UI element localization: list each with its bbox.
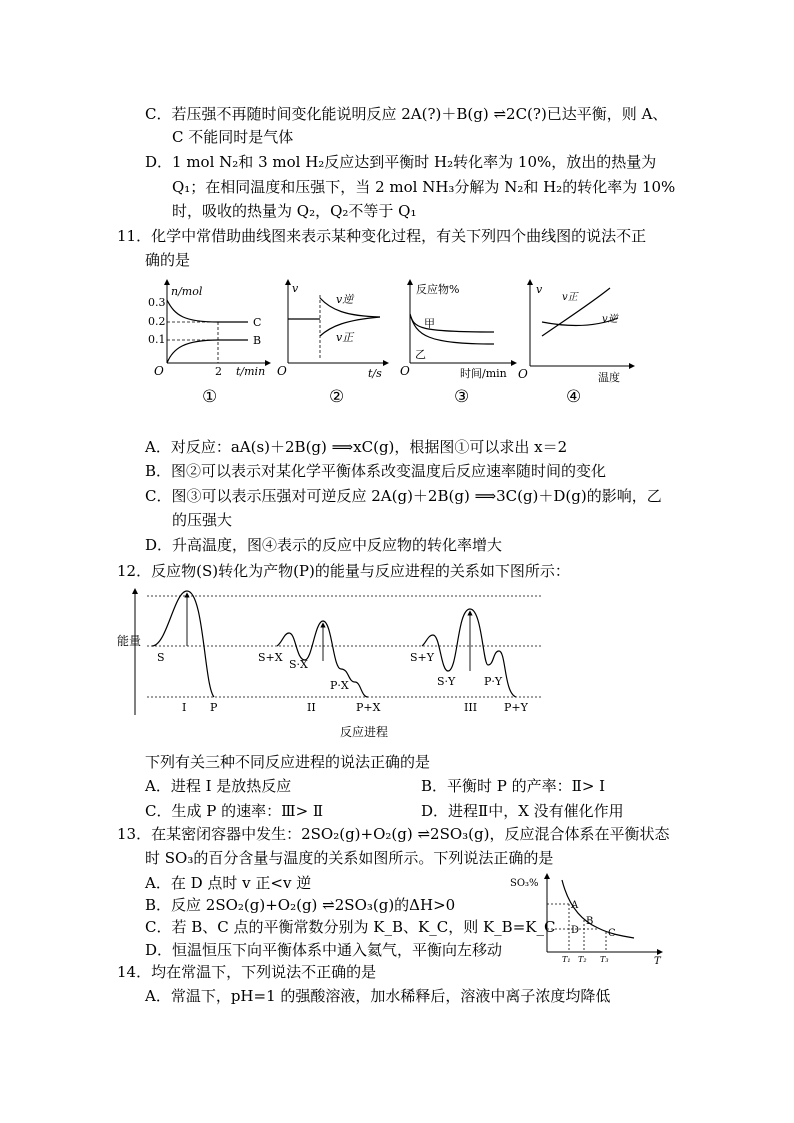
q10-option-c-line1: C．若压强不再随时间变化能说明反应 2A(?)＋B(g) ⇌2C(?)已达平衡，则 A、 bbox=[145, 105, 668, 123]
graph-number: ② bbox=[329, 387, 345, 407]
q12-stem: 12．反应物(S)转化为产物(P)的能量与反应进程的关系如下图所示： bbox=[117, 562, 570, 580]
label-s-plus-y: S+Y bbox=[410, 651, 435, 664]
point-c: C bbox=[608, 928, 616, 939]
curve-jia bbox=[410, 314, 494, 344]
q11-stem-line2: 确的是 bbox=[145, 251, 191, 269]
label-s: S bbox=[157, 651, 165, 664]
q11-graph-2 bbox=[276, 278, 391, 408]
y-label: n/mol bbox=[171, 285, 203, 298]
q13-option-d: D．恒温恒压下向平衡体系中通入氦气，平衡向左移动 bbox=[145, 941, 503, 959]
tick-0.2: 0.2 bbox=[148, 315, 166, 328]
label-i: I bbox=[182, 701, 187, 714]
q14-option-a: A．常温下，pH=1 的强酸溶液，加水稀释后，溶液中离子浓度均降低 bbox=[145, 987, 611, 1005]
x-label: 时间/min bbox=[460, 367, 507, 380]
y-label: SO₃% bbox=[510, 878, 539, 889]
label-p-x: P·X bbox=[330, 679, 349, 692]
q13-so3-graph bbox=[510, 872, 670, 964]
label-p: P bbox=[210, 701, 218, 714]
curve-c bbox=[167, 300, 248, 322]
label-jia: 甲 bbox=[424, 317, 435, 330]
q13-stem-line1: 13．在某密闭容器中发生：2SO₂(g)+O₂(g) ⇌2SO₃(g)，反应混合体系在平衡状态 bbox=[117, 825, 670, 843]
label-p-plus-y: P+Y bbox=[504, 701, 528, 714]
label-p-y: P·Y bbox=[484, 675, 503, 688]
q11-graph-1 bbox=[140, 278, 275, 408]
point-a: A bbox=[571, 900, 579, 911]
label-ii: II bbox=[307, 701, 316, 714]
label-yi: 乙 bbox=[415, 348, 426, 361]
label-p-plus-x: P+X bbox=[356, 701, 381, 714]
x-label: 温度 bbox=[598, 371, 620, 384]
tick-t3: T₃ bbox=[600, 955, 609, 964]
q12-option-b: B．平衡时 P 的产率：Ⅱ> Ⅰ bbox=[421, 777, 606, 795]
graph-number: ④ bbox=[566, 387, 582, 407]
x-label: t/s bbox=[368, 367, 382, 380]
q12-option-d: D．进程Ⅱ中，X 没有催化作用 bbox=[421, 802, 624, 820]
y-label: v bbox=[536, 283, 543, 296]
x-label: 反应进程 bbox=[340, 725, 389, 739]
point-b: B bbox=[586, 916, 594, 927]
q12-energy-diagram bbox=[112, 585, 552, 745]
point-d: D bbox=[571, 925, 580, 936]
curve-b bbox=[167, 340, 248, 363]
q13-option-b: B．反应 2SO₂(g)+O₂(g) ⇌2SO₃(g)的ΔH>0 bbox=[145, 896, 456, 914]
q11-option-c-line2: 的压强大 bbox=[172, 511, 233, 529]
q12-option-c: C．生成 P 的速率：Ⅲ> Ⅱ bbox=[145, 802, 324, 820]
origin: O bbox=[154, 364, 164, 378]
tick-0.3: 0.3 bbox=[148, 296, 166, 309]
origin: O bbox=[400, 364, 410, 378]
q10-option-d-line2: Q₁；在相同温度和压强下，当 2 mol NH₃分解为 N₂和 H₂的转化率为 10% bbox=[172, 178, 676, 196]
x-label: T bbox=[654, 956, 661, 964]
label-b: B bbox=[253, 334, 262, 347]
q11-option-b: B．图②可以表示对某化学平衡体系改变温度后反应速率随时间的变化 bbox=[145, 462, 607, 480]
q10-option-d-line3: 时，吸收的热量为 Q₂，Q₂不等于 Q₁ bbox=[172, 202, 417, 220]
label-v-reverse: v逆 bbox=[602, 314, 618, 325]
tick-0.1: 0.1 bbox=[148, 333, 166, 346]
q10-option-c-line2: C 不能同时是气体 bbox=[172, 128, 294, 146]
curve-yi bbox=[410, 314, 494, 332]
label-v-reverse: v逆 bbox=[336, 293, 354, 306]
q11-option-c-line1: C．图③可以表示压强对可逆反应 2A(g)＋2B(g) ⟹3C(g)＋D(g)的影响，乙 bbox=[145, 487, 662, 505]
q11-graph-4 bbox=[518, 278, 638, 408]
q13-option-a: A．在 D 点时 v 正<v 逆 bbox=[145, 874, 312, 892]
x-label: t/min bbox=[236, 365, 266, 378]
path-i bbox=[152, 591, 214, 697]
graph-number: ③ bbox=[454, 387, 470, 407]
label-s-plus-x: S+X bbox=[258, 651, 283, 664]
q11-option-d: D．升高温度，图④表示的反应中反应物的转化率增大 bbox=[145, 536, 503, 554]
q11-graph-3 bbox=[400, 278, 520, 408]
label-s-x: S·X bbox=[289, 658, 308, 671]
q13-stem-line2: 时 SO₃的百分含量与温度的关系如图所示。下列说法正确的是 bbox=[145, 849, 554, 867]
q10-option-d-line1: D．1 mol N₂和 3 mol H₂反应达到平衡时 H₂转化率为 10%，放出的热量为 bbox=[145, 153, 657, 171]
label-v-forward: v正 bbox=[562, 292, 578, 303]
q12-question: 下列有关三种不同反应进程的说法正确的是 bbox=[145, 753, 431, 771]
q13-option-c: C．若 B、C 点的平衡常数分别为 K_B、K_C，则 K_B=K_C bbox=[145, 918, 556, 936]
origin: O bbox=[277, 364, 287, 378]
q14-stem: 14．均在常温下，下列说法不正确的是 bbox=[117, 963, 377, 981]
label-iii: III bbox=[464, 701, 478, 714]
graph-number: ① bbox=[202, 387, 218, 407]
energy-label-1: 能量 bbox=[117, 634, 142, 648]
q12-option-a: A．进程 I 是放热反应 bbox=[145, 777, 292, 795]
tick-t2: T₂ bbox=[578, 955, 587, 964]
origin: O bbox=[518, 367, 528, 381]
y-label: 反应物% bbox=[416, 283, 460, 296]
q11-option-a: A．对反应：aA(s)＋2B(g) ⟹xC(g)，根据图①可以求出 x＝2 bbox=[145, 438, 568, 456]
y-label: v bbox=[292, 282, 299, 295]
tick-2: 2 bbox=[215, 365, 222, 378]
label-s-y: S·Y bbox=[437, 675, 456, 688]
q11-stem-line1: 11．化学中常借助曲线图来表示某种变化过程，有关下列四个曲线图的说法不正 bbox=[117, 227, 647, 245]
label-c: C bbox=[253, 316, 262, 329]
label-v-forward: v正 bbox=[336, 331, 354, 344]
tick-t1: T₁ bbox=[562, 955, 571, 964]
